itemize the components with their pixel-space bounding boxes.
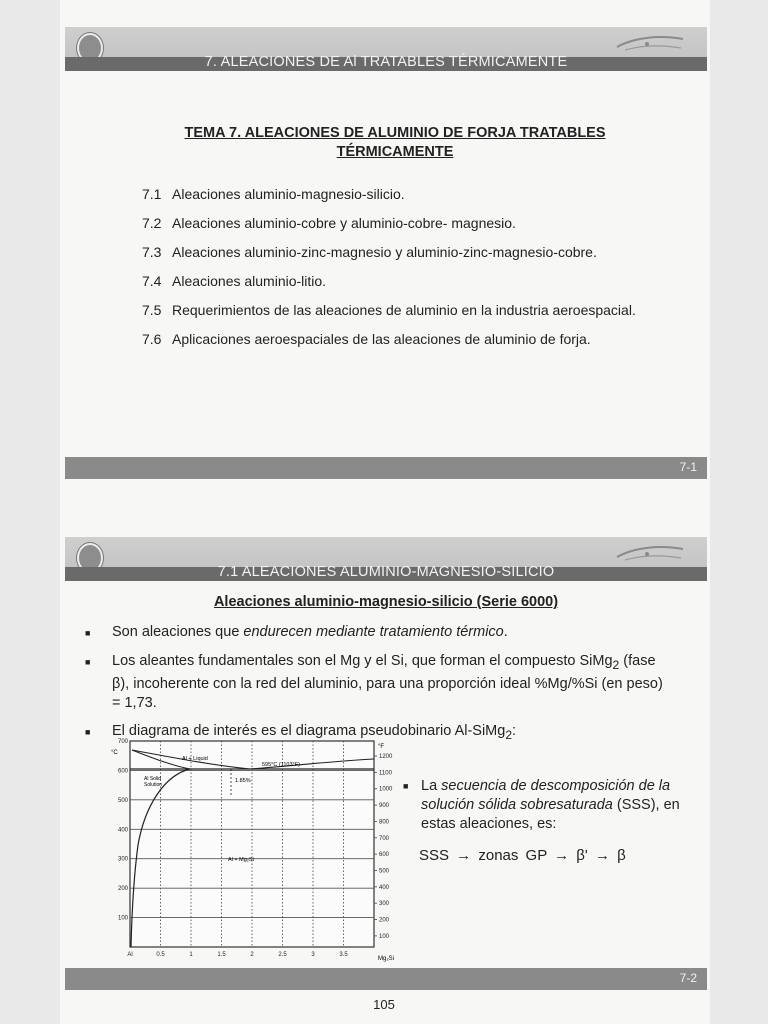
y-tick-label-fahrenheit: 1200 xyxy=(379,754,393,761)
bullet-item: ■ El diagrama de interés es el diagrama pseudobinario Al-SiMg$_2$: xyxy=(85,722,675,745)
solvus-label: 1.85% xyxy=(235,778,251,784)
left-axis-unit: °C xyxy=(111,750,118,756)
toc-item: 7.3 Aleaciones aluminio-zinc-magnesio y aluminio-zinc-magnesio-cobre. xyxy=(142,244,597,260)
toc-item: 7.5 Requerimientos de las aleaciones de aluminio en la industria aeroespacial. xyxy=(142,302,636,318)
slide-footer xyxy=(65,457,707,479)
slide-7-1 xyxy=(65,27,707,479)
y-tick-label-fahrenheit: 100 xyxy=(379,933,390,940)
eutectic-label: 595°C (1103°F) xyxy=(262,762,300,768)
x-tick-label: 1 xyxy=(189,952,193,958)
region-label-two-phase: Al + Mg₂Si xyxy=(228,857,254,863)
bullet-square-icon: ■ xyxy=(403,781,409,791)
slide-footer xyxy=(65,968,707,990)
toc-item: 7.4 Aleaciones aluminio-litio. xyxy=(142,273,327,289)
x-tick-label: 3 xyxy=(311,952,315,958)
banner-title: 7.1 ALEACIONES ALUMINIO-MAGNESIO-SILICIO xyxy=(217,564,555,580)
slide-banner xyxy=(65,27,707,71)
y-tick-label-celsius: 700 xyxy=(117,739,128,745)
x-tick-label: 1.5 xyxy=(217,952,226,958)
slide-number: 7-2 xyxy=(679,971,697,985)
swoosh-logo-icon xyxy=(615,33,685,55)
x-tick-label: Al xyxy=(127,952,133,958)
y-tick-label-fahrenheit: 1000 xyxy=(379,786,393,793)
x-axis-unit: Mg₂Si xyxy=(378,956,394,962)
slide-7-2 xyxy=(65,537,707,990)
x-tick-label: 0.5 xyxy=(156,952,165,958)
y-tick-label-fahrenheit: 900 xyxy=(379,803,390,810)
region-label-solid: Solution xyxy=(144,782,163,788)
bullet-square-icon: ■ xyxy=(85,726,91,737)
y-tick-label-fahrenheit: 1100 xyxy=(379,770,392,777)
y-tick-label-celsius: 400 xyxy=(117,827,128,834)
toc-item: 7.2 Aleaciones aluminio-cobre y aluminio-cobre- magnesio. xyxy=(142,215,516,231)
y-tick-label-celsius: 200 xyxy=(117,886,128,893)
y-tick-label-fahrenheit: 300 xyxy=(379,901,390,908)
y-tick-label-fahrenheit: 700 xyxy=(379,835,390,842)
slide-number: 7-1 xyxy=(679,460,697,474)
y-tick-label-celsius: 300 xyxy=(117,856,128,863)
slide-banner xyxy=(65,537,707,581)
region-label-liquid: Al + Liquid xyxy=(182,756,208,762)
decomposition-sequence: ■ La secuencia de descomposición de la solución sólida sobresaturada (SSS), en estas aleaciones, es: SSS → zonas GP → β' → β xyxy=(400,777,700,865)
sequence-formula: SSS → zonas GP → β' → β xyxy=(419,847,626,864)
y-tick-label-celsius: 600 xyxy=(117,768,128,775)
y-tick-label-fahrenheit: 400 xyxy=(379,884,390,891)
region-label-solid: Al Solid xyxy=(144,776,161,782)
y-tick-label-fahrenheit: 200 xyxy=(379,917,390,924)
x-tick-label: 2 xyxy=(250,952,254,958)
y-tick-label-celsius: 500 xyxy=(117,797,128,804)
topic-title: TEMA 7. ALEACIONES DE ALUMINIO DE FORJA TRATABLES TÉRMICAMENTE xyxy=(184,125,606,160)
phase-diagram-al-mg2si xyxy=(110,735,407,965)
x-tick-label: 2.5 xyxy=(278,952,287,958)
section-subtitle: Aleaciones aluminio-magnesio-silicio (Serie 6000) xyxy=(213,594,559,610)
bullet-square-icon: ■ xyxy=(85,657,91,667)
y-tick-label-fahrenheit: 800 xyxy=(379,819,390,826)
y-tick-label-celsius: 100 xyxy=(117,915,128,922)
toc-item: 7.6 Aplicaciones aeroespaciales de las aleaciones de aluminio de forja. xyxy=(142,331,591,347)
y-tick-label-fahrenheit: 500 xyxy=(379,868,390,875)
bullet-square-icon: ■ xyxy=(85,628,91,638)
page-number: 105 xyxy=(373,997,395,1012)
y-tick-label-fahrenheit: 600 xyxy=(379,852,390,859)
x-tick-label: 3.5 xyxy=(339,952,348,958)
bullet-item: ■ Los aleantes fundamentales son el Mg y el Si, que forman el compuesto SiMg$_2$ (fase β), incoherente con la red del aluminio, para una proporción ideal %Mg/%Si (en peso) = 1,73. xyxy=(85,653,663,711)
right-axis-unit: °F xyxy=(378,744,385,750)
bullet-item: ■ Son aleaciones que endurecen mediante tratamiento térmico. xyxy=(85,623,675,643)
topic-contents-list xyxy=(142,185,662,359)
toc-item: 7.1 Aleaciones aluminio-magnesio-silicio. xyxy=(142,186,405,202)
swoosh-logo-icon xyxy=(615,543,685,565)
banner-title: 7. ALEACIONES DE Al TRATABLES TÉRMICAMENTE xyxy=(204,54,568,70)
